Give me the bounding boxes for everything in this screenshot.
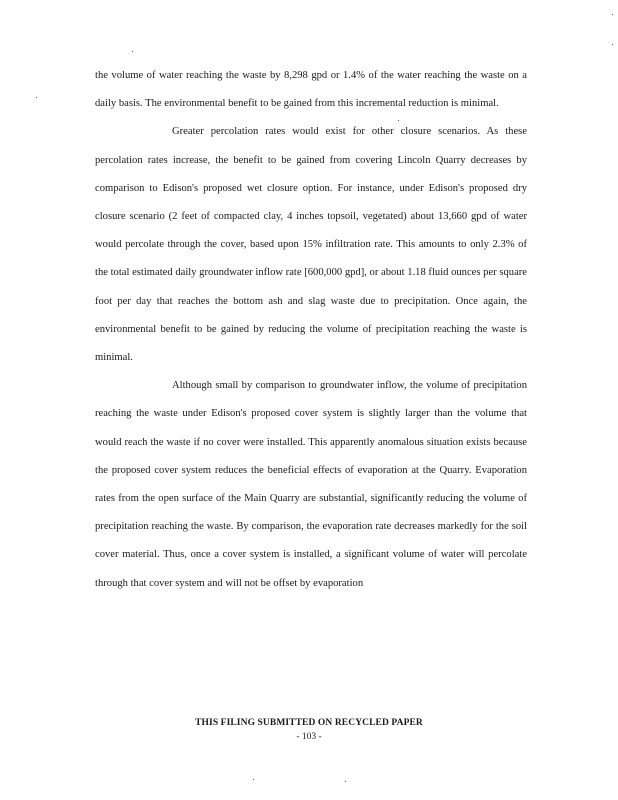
scan-speck (36, 97, 37, 98)
scan-speck (612, 14, 613, 15)
scan-speck (612, 44, 613, 45)
paragraph-continuation: the volume of water reaching the waste by 8,298 gpd or 1.4% of the water reaching the waste on a daily basis. The environmental benefit to be gained from this incremental reduction is minimal. (95, 70, 527, 110)
paragraph-evaporation: Although small by comparison to groundwater inflow, the volume of precipitation reaching the waste under Edison's proposed cover system is slightly larger than the volume that would reach the waste if no cover were installed. This apparently anomalous situation exists because the proposed cover system reduces the beneficial effects of evaporation at the Quarry. Evaporation rates from the open surface of the Main Quarry are substantial, significantly reducing the volume of precipitation reaching the waste. By comparison, the evaporation rate decreases markedly for the soil cover material. Thus, once a cover system is installed, a significant volume of water will percolate through that cover system and will not be offset by evaporation (95, 380, 527, 589)
recycled-paper-notice: THIS FILING SUBMITTED ON RECYCLED PAPER (195, 718, 423, 728)
page-number: - 103 - (296, 732, 322, 742)
scan-speck (345, 781, 346, 782)
body-text (95, 62, 527, 598)
scan-speck (253, 779, 254, 780)
scan-speck (398, 120, 399, 121)
paragraph-percolation-rates: Greater percolation rates would exist for other closure scenarios. As these percolation rates increase, the benefit to be gained from covering Lincoln Quarry decreases by comparison to Edison's proposed wet closure option. For instance, under Edison's proposed dry closure scenario (2 feet of compacted clay, 4 inches topsoil, vegetated) about 13,660 gpd of water would percolate through the cover, based upon 15% infiltration rate. This amounts to only 2.3% of the total estimated daily groundwater inflow rate [600,000 gpd], or about 1.18 fluid ounces per square foot per day that reaches the bottom ash and slag waste due to precipitation. Once again, the environmental benefit to be gained by reducing the volume of precipitation reaching the waste is minimal. (95, 126, 527, 364)
scan-speck (132, 51, 133, 52)
